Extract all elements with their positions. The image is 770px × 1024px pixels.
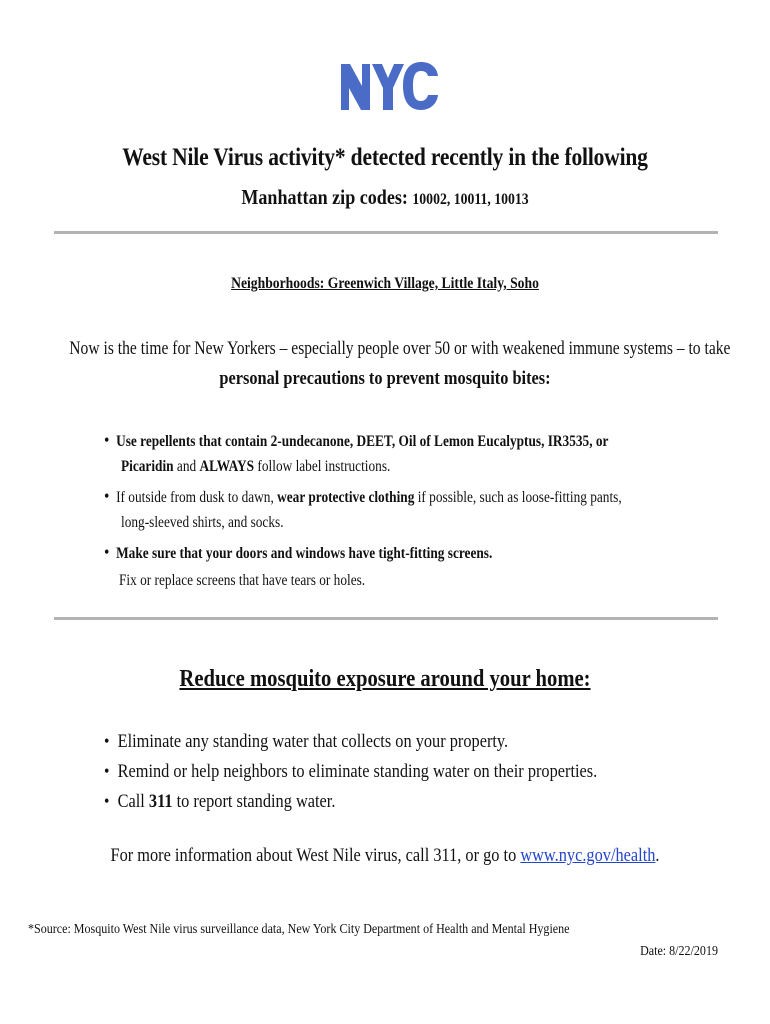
precaution-1-picaridin: Picaridin [121, 458, 174, 475]
home-item-3-pre: Call [117, 791, 145, 812]
neighborhoods: Neighborhoods: Greenwich Village, Little Italy, Soho [231, 275, 539, 292]
more-info [54, 845, 716, 867]
home-item-2: • Remind or help neighbors to eliminate standing water on their properties. [104, 761, 598, 782]
precaution-2-pre: If outside from dusk to dawn, [116, 489, 274, 506]
precaution-2-line-2: long-sleeved shirts, and socks. [121, 514, 284, 531]
home-item-2-text: Remind or help neighbors to eliminate standing water on their properties. [117, 761, 598, 782]
nyc-logo [341, 62, 439, 112]
zip-label: Manhattan zip codes: [241, 185, 408, 209]
home-item-3-post: to report standing water. [176, 791, 336, 812]
precaution-2-bold: wear protective clothing [277, 489, 415, 506]
more-info-end: . [655, 845, 660, 866]
intro-line-1: Now is the time for New Yorkers – especially people over 50 or with weakened immune systems – to take [69, 338, 731, 359]
precaution-3-line-1: • Make sure that your doors and windows have tight-fitting screens. [104, 542, 493, 562]
title-line-1: West Nile Virus activity* detected recently in the following [122, 144, 648, 171]
precaution-1-and: and [176, 458, 197, 475]
home-item-1: • Eliminate any standing water that collects on your property. [104, 731, 509, 752]
home-item-1-text: Eliminate any standing water that collects on your property. [117, 731, 509, 752]
precaution-2-post: if possible, such as loose-fitting pants, [417, 489, 622, 506]
precaution-1-line-1: • Use repellents that contain 2-undecanone, DEET, Oil of Lemon Eucalyptus, IR3535, or [104, 430, 609, 450]
title-line-2 [54, 185, 716, 210]
date: Date: 8/22/2019 [640, 944, 718, 959]
precaution-3-line-2: Fix or replace screens that have tears or holes. [119, 572, 366, 589]
precaution-1-bold: Use repellents that contain 2-undecanone, DEET, Oil of Lemon Eucalyptus, IR3535, or [116, 433, 609, 450]
divider-top [54, 231, 718, 234]
health-link[interactable]: www.nyc.gov/health [520, 845, 656, 866]
source-note: *Source: Mosquito West Nile virus surveillance data, New York City Department of Health and Mental Hygiene [28, 922, 570, 937]
intro-line-2: personal precautions to prevent mosquito bites: [219, 368, 551, 389]
divider-middle [54, 617, 718, 620]
precaution-3-bold: Make sure that your doors and windows have tight-fitting screens. [116, 545, 493, 562]
home-item-3-bold: 311 [148, 791, 173, 812]
home-heading: Reduce mosquito exposure around your home: [179, 666, 591, 692]
precaution-1-line-2 [121, 458, 390, 476]
precaution-1-rest: follow label instructions. [257, 458, 391, 475]
precaution-2-line-1: • If outside from dusk to dawn, wear protective clothing if possible, such as loose-fitting pants, [104, 486, 622, 506]
zip-codes: 10002, 10011, 10013 [412, 191, 529, 208]
home-item-3: • Call 311 to report standing water. [104, 791, 336, 812]
more-info-text: For more information about West Nile virus, call 311, or go to [110, 845, 517, 866]
precaution-1-always: ALWAYS [199, 458, 255, 475]
